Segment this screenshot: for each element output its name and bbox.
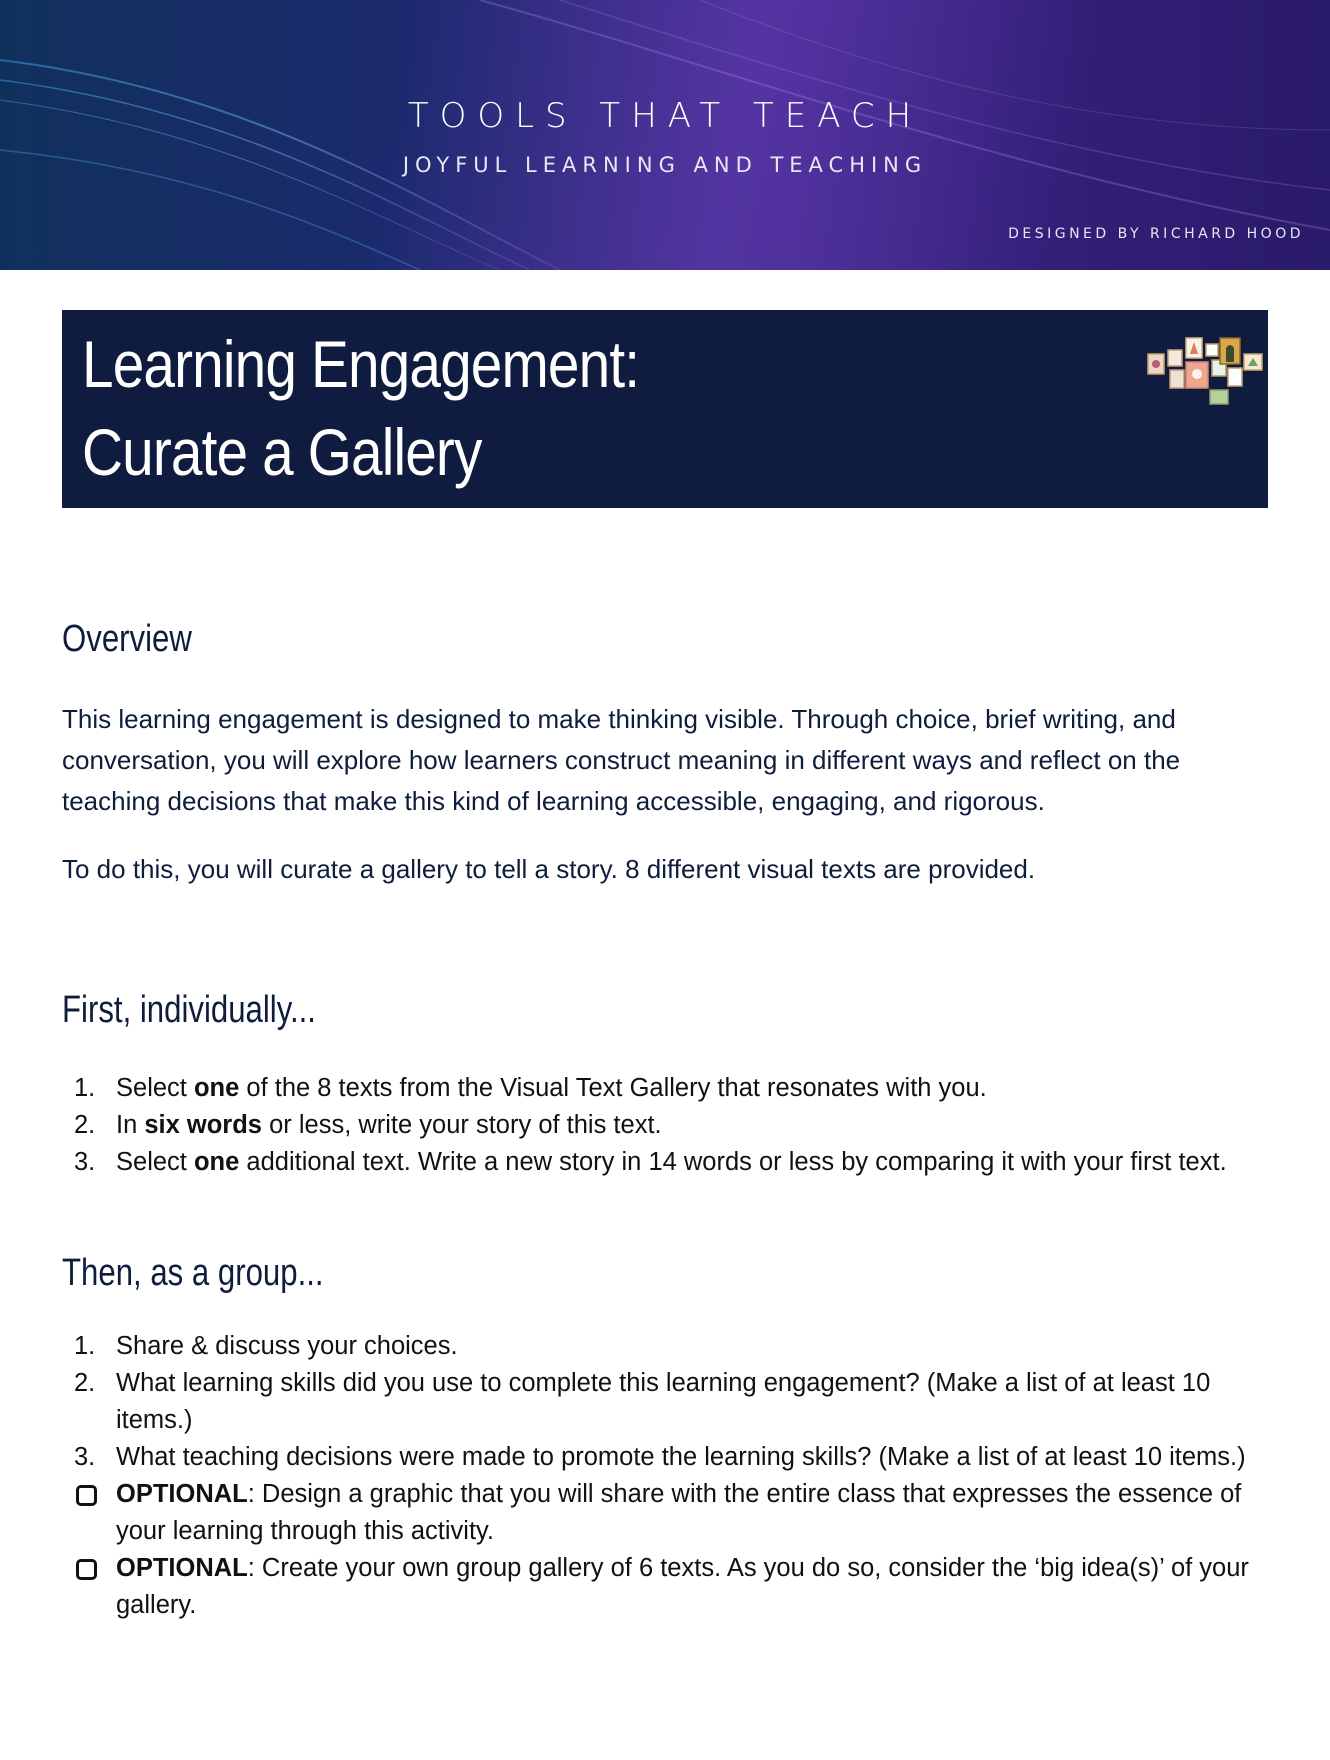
- individual-heading: First, individually...: [62, 989, 316, 1031]
- list-item-text: of the 8 texts from the Visual Text Gallery that resonates with you.: [239, 1074, 987, 1102]
- optional-text: : Create your own group gallery of 6 texts. As you do so, consider the ‘big idea(s)’ of your gallery.: [116, 1554, 1249, 1619]
- individual-steps-list: [62, 1070, 1262, 1181]
- group-steps-list: [62, 1328, 1262, 1624]
- list-item: [62, 1439, 1262, 1476]
- banner-credit: DESIGNED BY RICHARD HOOD: [1008, 226, 1304, 242]
- page-title-line-2: Curate a Gallery: [82, 415, 482, 489]
- list-item-emphasis: one: [193, 1074, 240, 1102]
- list-item-emphasis: one: [193, 1148, 240, 1176]
- list-item-text: What learning skills did you use to complete this learning engagement? (Make a list of at least 10 items.): [116, 1369, 1211, 1434]
- list-item: [62, 1328, 1262, 1365]
- list-item-number: 3.: [74, 1148, 96, 1176]
- banner-title: TOOLS THAT TEACH: [407, 96, 923, 136]
- banner-subtitle: JOYFUL LEARNING AND TEACHING: [402, 153, 928, 177]
- optional-item: [62, 1476, 1262, 1550]
- list-item-emphasis: six words: [144, 1111, 262, 1139]
- list-item-number: 3.: [74, 1443, 96, 1471]
- optional-item: [62, 1550, 1262, 1624]
- optional-checkbox-1[interactable]: [76, 1485, 97, 1506]
- optional-checkbox-2[interactable]: [76, 1559, 97, 1580]
- optional-text: : Design a graphic that you will share with the entire class that expresses the essence of your learning through this activity.: [116, 1480, 1242, 1545]
- list-item-text: What teaching decisions were made to promote the learning skills? (Make a list of at least 10 items.): [116, 1443, 1246, 1471]
- optional-label: OPTIONAL: [116, 1554, 248, 1582]
- overview-paragraph-1: This learning engagement is designed to make thinking visible. Through choice, brief writing, and conversation, you will explore how learners construct meaning in different ways and reflect on the teaching decisions that make this kind of learning accessible, engaging, and rigorous.: [62, 704, 1181, 816]
- optional-label: OPTIONAL: [116, 1480, 248, 1508]
- list-item: [62, 1365, 1262, 1439]
- list-item-text: or less, write your story of this text.: [262, 1111, 662, 1139]
- list-item-text: additional text. Write a new story in 14 words or less by comparing it with your first text.: [239, 1148, 1227, 1176]
- header-banner: [0, 0, 1330, 270]
- overview-heading: Overview: [62, 618, 192, 660]
- list-item: [62, 1107, 1262, 1144]
- group-heading: Then, as a group...: [62, 1252, 324, 1294]
- page-title-line-1: Learning Engagement:: [82, 327, 640, 401]
- list-item-number: 2.: [74, 1369, 96, 1397]
- list-item: [62, 1070, 1262, 1107]
- list-item-number: 2.: [74, 1111, 96, 1139]
- title-block: [62, 310, 1268, 508]
- list-item: [62, 1144, 1262, 1181]
- list-item-number: 1.: [74, 1074, 96, 1102]
- list-item-text: Select: [116, 1148, 194, 1176]
- list-item-text: Share & discuss your choices.: [116, 1332, 458, 1360]
- list-item-number: 1.: [74, 1332, 96, 1360]
- list-item-text: Select: [116, 1074, 194, 1102]
- gallery-wall-icon: [1146, 328, 1316, 408]
- list-item-text: In: [116, 1111, 145, 1139]
- overview-paragraph-2: To do this, you will curate a gallery to tell a story. 8 different visual texts are provided.: [62, 854, 1036, 884]
